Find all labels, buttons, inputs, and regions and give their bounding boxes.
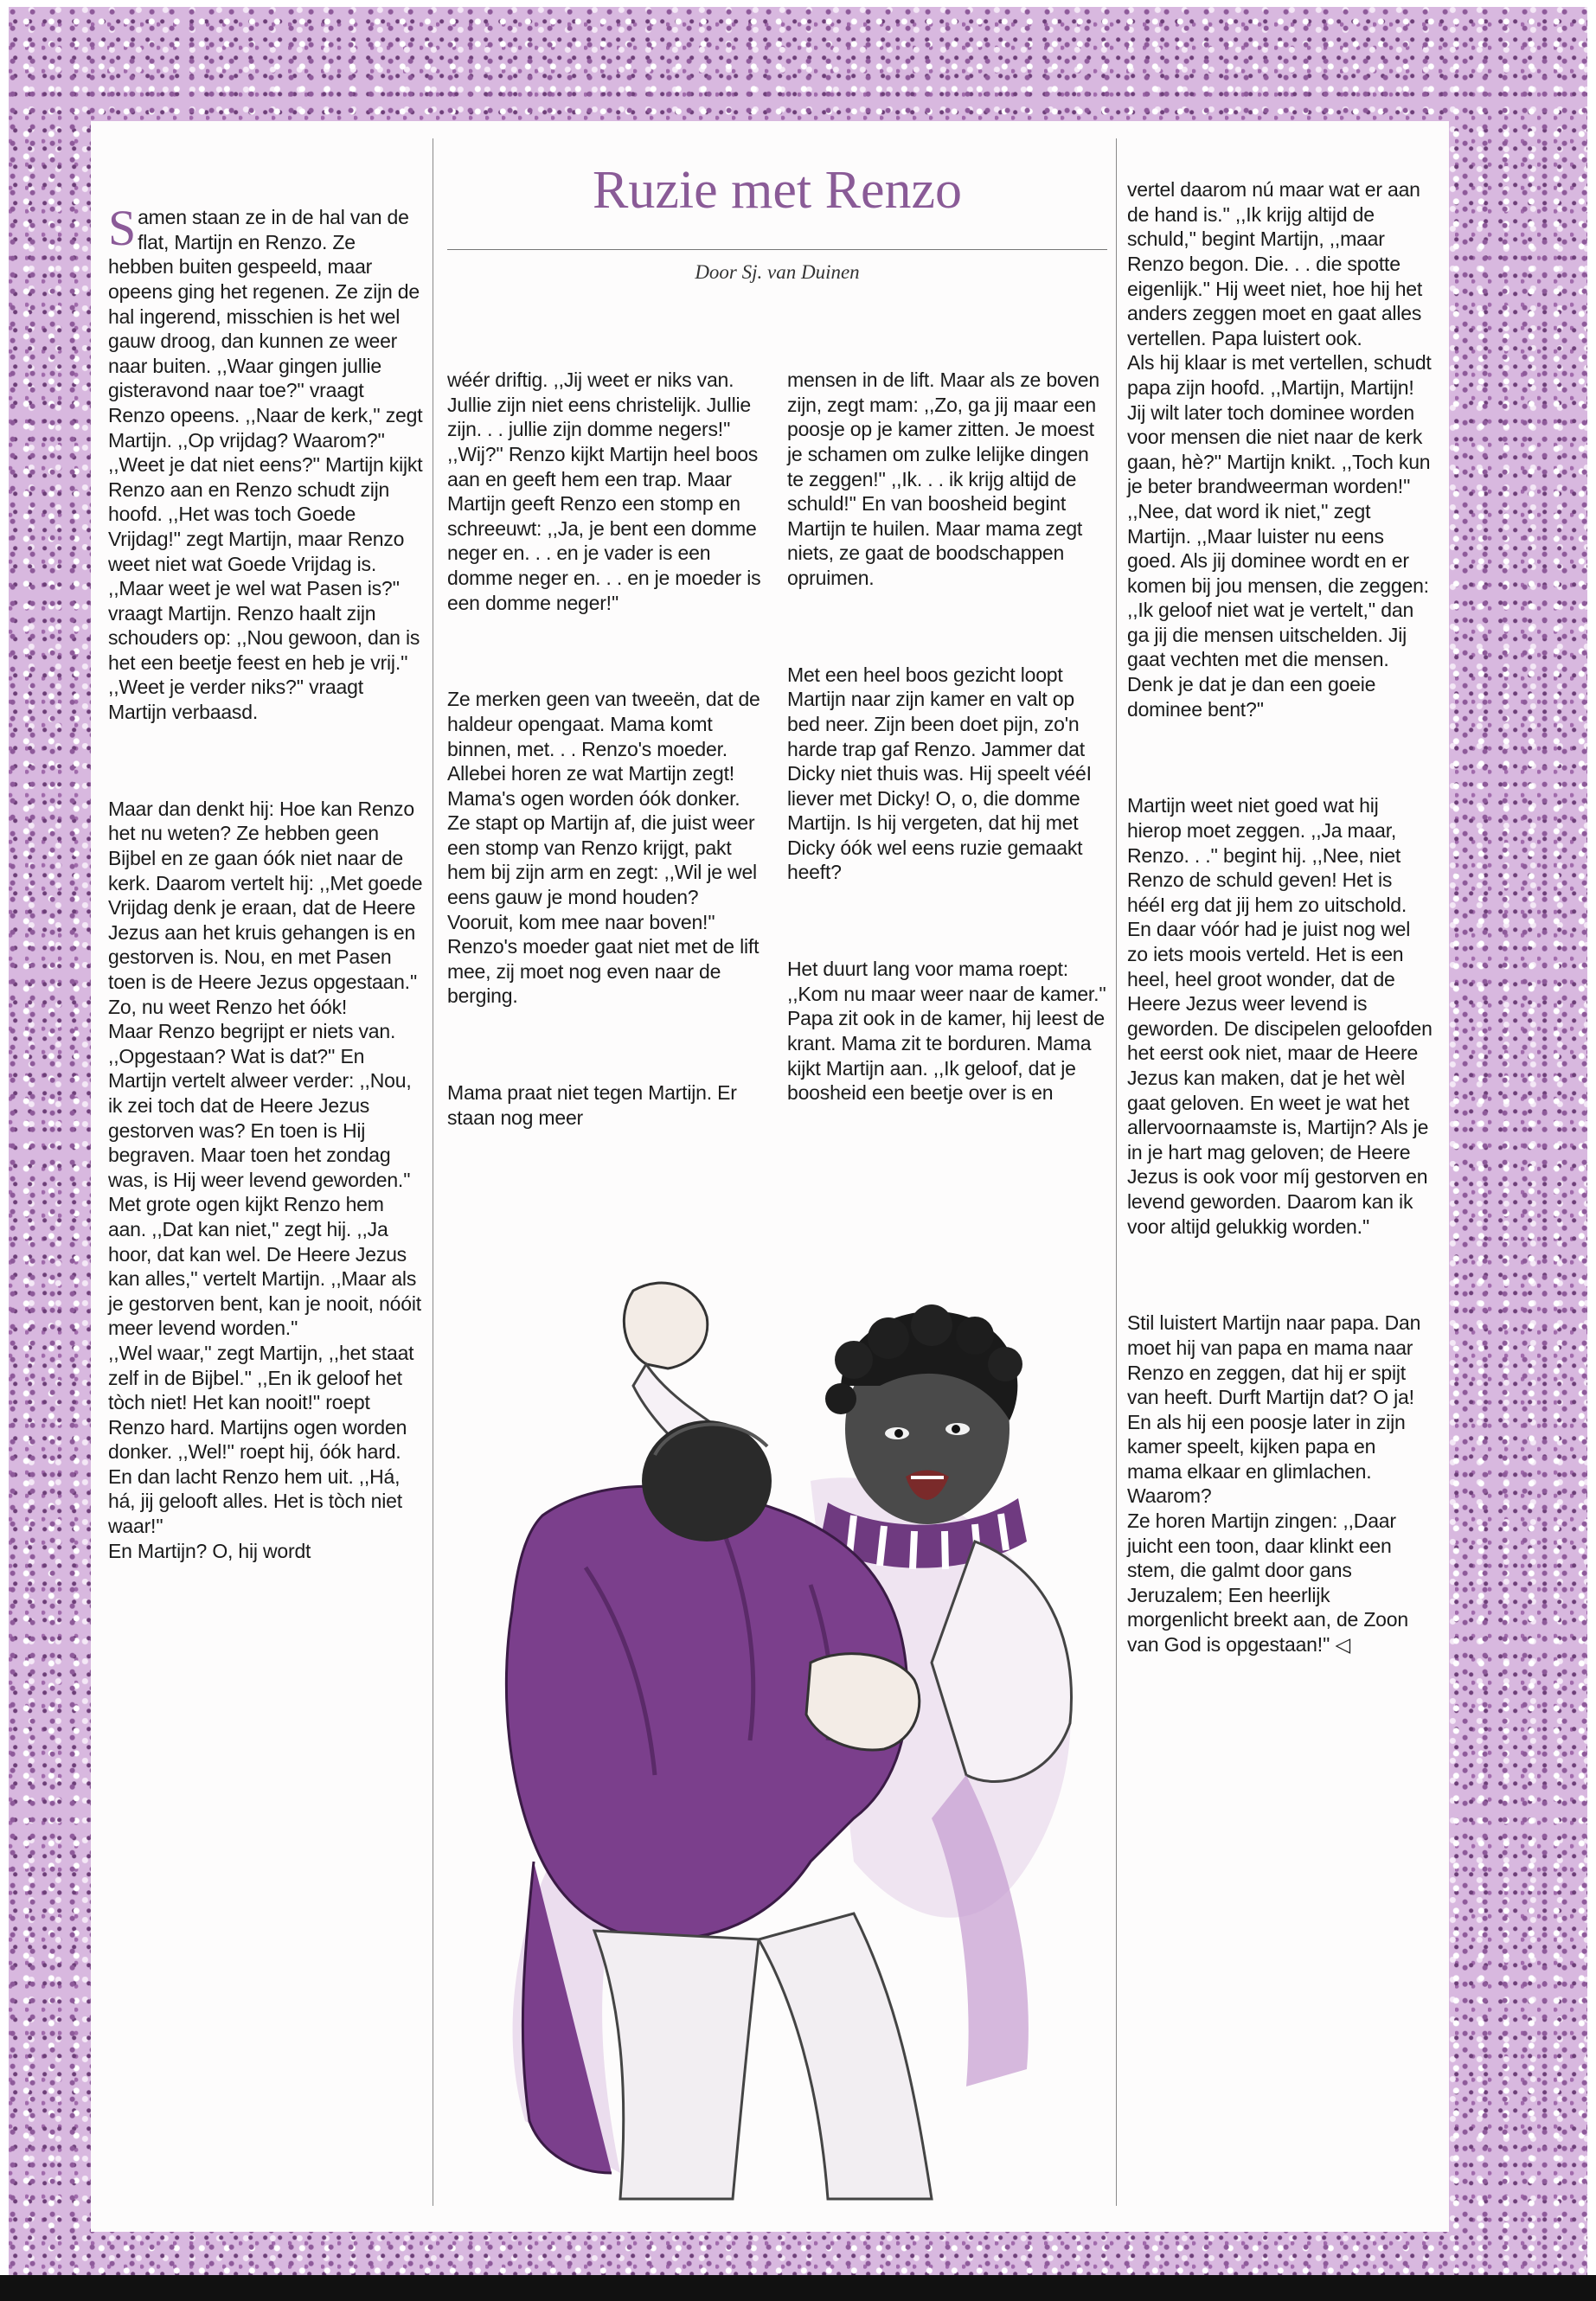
paragraph: Stil luistert Martijn naar papa. Dan moet hij van papa en mama naar Renzo en zeggen, dat hij er spijt van heeft. Durft Martijn dat? O ja! En als hij een poosje later in zijn kamer speelt, kijken papa en mama elkaar en glimlachen. Waarom? Ze horen Martijn zingen: ,,Daar juicht een toon, daar klinkt een stem, die galmt door gans Jeruzalem; Een heerlijk morgenlicht breekt aan, de Zoon van God is opgestaan!'' ◁ xyxy=(1127,1311,1421,1657)
paragraph: Samen staan ze in de hal van de flat, Martijn en Renzo. Ze hebben buiten gespeeld, maar opeens ging het regenen. Ze zijn de hal ingerend, misschien is het wel gauw droog, dan kunnen ze weer naar buiten. ,,Waar gingen jullie gisteravond naar toe?'' vraagt Renzo opeens. ,,Naar de kerk,'' zegt Martijn. ,,Op vrijdag? Waarom?'' ,,Weet je dat niet eens?'' Martijn kijkt Renzo aan en Renzo schudt zijn hoofd. ,,Het was toch Goede Vrijdag!'' zegt Martijn, maar Renzo weet niet wat Goede Vrijdag is. ,,Maar weet je wel wat Pasen is?'' vraagt Martijn. Renzo haalt zijn schouders op: ,,Nou gewoon, dan is het een beetje feest en heb je vrij.'' ,,Weet je verder niks?'' vraagt Martijn verbaasd. xyxy=(108,200,423,724)
column-2 xyxy=(447,318,767,1202)
paragraph: Martijn weet niet goed wat hij hierop moet zeggen. ,,Ja maar, Renzo. . .'' begint hij. ,,Nee, niet Renzo de schuld geven! Het is hééI erg dat jij hem zo uitschold. En daar vóór had je juist nog wel zo iets moois verteld. Het is een heel, heel groot wonder, dat de Heere Jezus weer levend is geworden. De discipelen geloofden het eerst ook niet, maar de Heere Jezus kan maken, dat je het wèl gaat geloven. En weet je wat het allervoornaamste is, Martijn? Als je in je hart mag geloven; de Heere Jezus is ook voor míj gestorven en levend geworden. Daarom kan ik voor altijd gelukkig worden.'' xyxy=(1127,794,1438,1238)
paragraph: Het duurt lang voor mama roept: ,,Kom nu maar weer naar de kamer.'' Papa zit ook in de kamer, hij leest de krant. Mama zit te borduren. Mama kijkt Martijn aan. ,,Ik geloof, dat je boosheid een beetje over is en xyxy=(787,958,1112,1105)
title-rule xyxy=(447,249,1107,250)
paragraph: mensen in de lift. Maar als ze boven zijn, zegt mam: ,,Zo, ga jij maar een poosje op je kamer zitten. Je moest je schamen om zulke lelijke dingen te zeggen!'' ,,Ik. . . ik krijg altijd de schuld!'' En van boosheid begint Martijn te huilen. Maar mama zegt niets, ze gaat de boodschappen opruimen. xyxy=(787,369,1106,589)
paragraph: Mama praat niet tegen Martijn. Er staan nog meer xyxy=(447,1081,742,1129)
column-divider-right xyxy=(1116,138,1117,2206)
column-4 xyxy=(1127,128,1438,1729)
paragraph: Ze merken geen van tweeën, dat de haldeur opengaat. Mama komt binnen, met. . . Renzo's moeder. Allebei horen ze wat Martijn zegt! Mama's ogen worden óók donker. Ze stapt op Martijn af, die juist weer een stomp van Renzo krijgt, pakt hem bij zijn arm en zegt: ,,Wil je wel eens gauw je mond houden? Vooruit, kom mee naar boven!'' Renzo's moeder gaat niet met de lift mee, zij moet nog even naar de berging. xyxy=(447,688,766,1008)
paragraph: wéér driftig. ,,Jij weet er niks van. Jullie zijn niet eens christelijk. Jullie zijn. . . jullie zijn domme negers!'' ,,Wij?'' Renzo kijkt Martijn heel boos aan en geeft hem een trap. Maar Martijn geeft Renzo een stomp en schreeuwt: ,,Ja, je bent een domme neger en. . . en je vader is een domme neger en. . . en je moeder is een domme neger!'' xyxy=(447,369,761,614)
article-byline: Door Sj. van Duinen xyxy=(695,261,860,283)
column-3 xyxy=(787,318,1112,1177)
paragraph: Maar dan denkt hij: Hoe kan Renzo het nu weten? Ze hebben geen Bijbel en ze gaan óók niet naar de kerk. Daarom vertelt hij: ,,Met goede Vrijdag denk je eraan, dat de Heere Jezus aan het kruis gehangen is en gestorven is. Nou, en met Pasen toen is de Heere Jezus opgestaan.'' Zo, nu weet Renzo het óók! Maar Renzo begrijpt er niets van. ,,Opgestaan? Wat is dat?'' En Martijn vertelt alweer verder: ,,Nou, ik zei toch dat de Heere Jezus gestorven was? En toen is Hij begraven. Maar toen het zondag was, is Hij weer levend geworden.'' Met grote ogen kijkt Renzo hem aan. ,,Dat kan niet,'' zegt hij. ,,Ja hoor, dat kan wel. De Heere Jezus kan alles,'' vertelt Martijn. ,,Maar als je gestorven bent, kan je nooit, nóóit meer levend worden.'' ,,Wel waar,'' zegt Martijn, ,,het staat zelf in de Bijbel.'' ,,En ik geloof het tòch niet! Het kan nooit!'' roept Renzo hard. Martijns ogen worden donker. ,,Wel!'' roept hij, óók hard. En dan lacht Renzo hem uit. ,,Há, há, jij gelooft alles. Het is tòch niet waar!'' En Martijn? O, hij wordt xyxy=(108,797,423,1562)
column-1 xyxy=(108,156,424,1635)
article-page xyxy=(91,121,1449,2232)
paragraph: vertel daarom nú maar wat er aan de hand is.'' ,,Ik krijg altijd de schuld,'' begint Martijn, ,,maar Renzo begon. Die. . . die spotte eigenlijk.'' Hij weet niet, hoe hij het anders zeggen moet en gaat alles vertellen. Papa luistert ook. Als hij klaar is met vertellen, schudt papa zijn hoofd. ,,Martijn, Martijn! Jij wilt later toch dominee worden voor mensen die niet naar de kerk gaan, hè?'' Martijn knikt. ,,Toch kun je beter brandweerman worden!'' ,,Nee, dat word ik niet,'' zegt Martijn. ,,Maar luister nu eens goed. Als jij dominee wordt en er komen bij jou mensen, die zeggen: ,,Ik geloof niet wat je vertelt,'' dan ga jij die mensen uitschelden. Jij gaat vechten met die mensen. Denk je dat je dan een goeie dominee bent?'' xyxy=(1127,178,1432,721)
article-title: Ruzie met Renzo xyxy=(593,161,962,220)
bottom-edge xyxy=(0,2275,1596,2301)
drop-cap: S xyxy=(108,200,137,257)
paragraph: Met een heel boos gezicht loopt Martijn naar zijn kamer en valt op bed neer. Zijn been doet pijn, zo'n harde trap gaf Renzo. Jammer dat Dicky niet thuis was. Hij speelt vééI liever met Dicky! O, o, die domme Martijn. Is hij vergeten, dat hij met Dicky óók wel eens ruzie gemaakt heeft? xyxy=(787,663,1097,884)
fight-illustration xyxy=(447,1256,1113,2208)
